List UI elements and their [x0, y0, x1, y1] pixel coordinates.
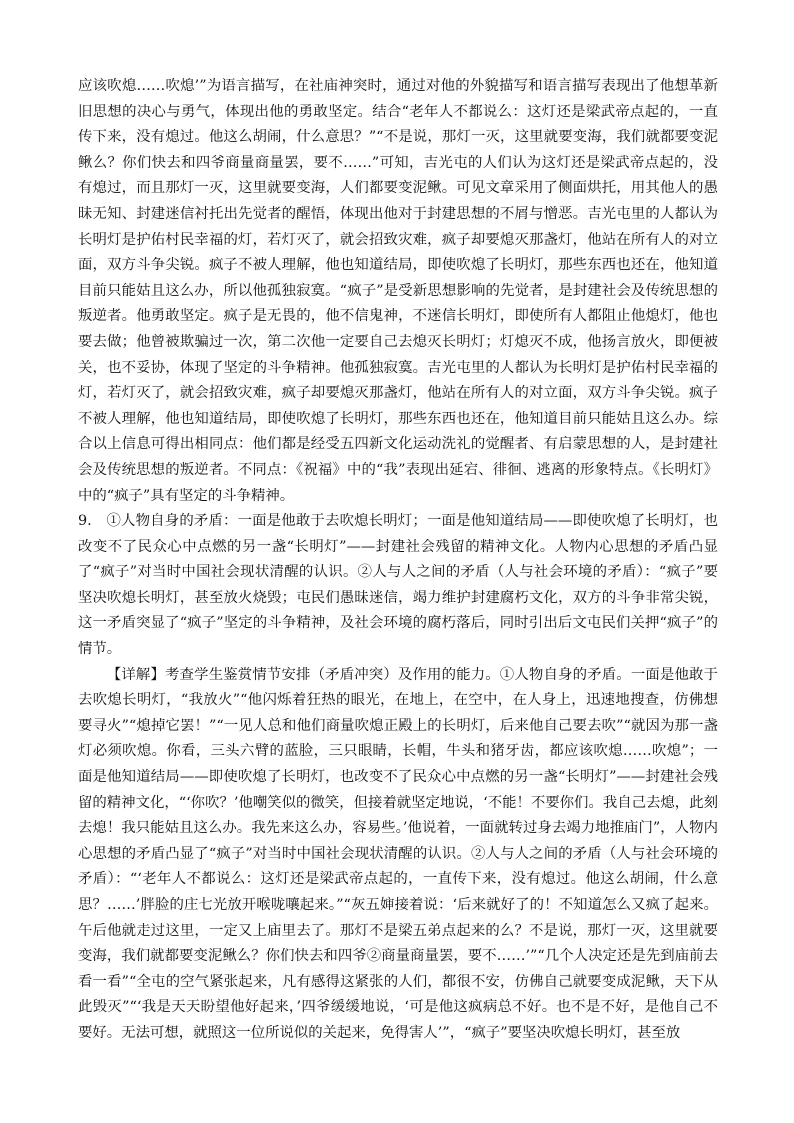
document-page	[78, 74, 718, 1047]
detail-analysis-paragraph: 【详解】考查学生鉴赏情节安排（矛盾冲突）及作用的能力。①人物自身的矛盾。一面是他敢于去吹熄长明灯，“我放火”“他闪烁着狂热的眼光，在地上，在空中，在人身上，迅速地搜查，仿佛想要寻火”“熄掉它罢！”“一见人总和他们商量吹熄正殿上的长明灯，后来他自己要去吹”“就因为那一盏灯必须吹熄。你看，三头六臂的蓝脸，三只眼睛，长帽，牛头和猪牙齿，都应该吹熄……吹熄”；一面是他知道结局——即使吹熄了长明灯，也改变不了民众心中点燃的另一盏“长明灯”——封建社会残留的精神文化，“‘你吹？’他嘲笑似的微笑，但接着就坚定地说，‘不能！不要你们。我自己去熄，此刻去熄！我只能姑且这么办。我先来这么办，容易些。’他说着，一面就转过身去竭力地推庙门”，人物内心思想的矛盾凸显了“疯子”对当时中国社会现状清醒的认识。②人与人之间的矛盾（人与社会环境的矛盾）：“‘老年人不都说么：这灯还是梁武帝点起的，一直传下来，没有熄过。他这么胡闹，什么意思？……’胖脸的庄七光放开喉咙嚷起来。”“灰五婶接着说：‘后来就好了的！不知道怎么又疯了起来。午后他就走过这里，一定又上庙里去了。那灯不是梁五弟点起来的么？不是说，那灯一灭，这里就要变海，我们就都要变泥鳅么？你们快去和四爷②商量商量罢，要不……’”“几个人决定还是先到庙前去看一看”“全屯的空气紧张起来，凡有感得这紧张的人们，都很不安，仿佛自己就要变成泥鳅，天下从此毁灭”“‘我是天天盼望他好起来，’四爷缓缓地说，‘可是他这疯病总不好。也不是不好，是他自己不要好。无法可想，就照这一位所说似的关起来，免得害人’”，“疯子”要坚决吹熄长明灯，甚至放	[78, 666, 718, 1041]
answer-9-paragraph: 9. ①人物自身的矛盾：一面是他敢于去吹熄长明灯；一面是他知道结局——即使吹熄了长明灯，也改变不了民众心中点燃的另一盏“长明灯”——封建社会残留的精神文化。人物内心思想的矛盾凸显了“疯子”对当时中国社会现状清醒的认识。②人与人之间的矛盾（人与社会环境的矛盾）：“疯子”要坚决吹熄长明灯，甚至放火烧毁；屯民们愚昧迷信，竭力维护封建腐朽文化，双方的斗争非常尖锐，这一矛盾突显了“疯子”坚定的斗争精神，及社会环境的腐朽落后，同时引出后文屯民们关押“疯子”的情节。	[78, 513, 718, 658]
answer-paragraph-continuation: 应该吹熄……吹熄’”为语言描写，在社庙神突时，通过对他的外貌描写和语言描写表现出了他想革新旧思想的决心与勇气，体现出他的勇敢坚定。结合“老年人不都说么：这灯还是梁武帝点起的，一直传下来，没有熄过。他这么胡闹，什么意思？”“不是说，那灯一灭，这里就要变海，我们就都要变泥鳅么？你们快去和四爷商量商量罢，要不……”可知，吉光屯的人们认为这灯还是梁武帝点起的，没有熄过，而且那灯一灭，这里就要变海，人们都要变泥鳅。可见文章采用了侧面烘托，用其他人的愚昧无知、封建迷信衬托出先觉者的醒悟，体现出他对于封建思想的不屑与憎恶。吉光屯里的人都认为长明灯是护佑村民幸福的灯，若灯灭了，就会招致灾难，疯子却要熄灭那盏灯，他站在所有人的对立面，双方斗争尖锐。疯子不被人理解，他也知道结局，即使吹熄了长明灯，那些东西也还在，他知道目前只能姑且这么办，所以他孤独寂寞。“疯子”是受新思想影响的先觉者，是封建社会及传统思想的叛逆者。他勇敢坚定。疯子是无畏的，他不信鬼神，不迷信长明灯，即使所有人都阻止他熄灯，他也要去做；他曾被欺骗过一次，第二次他一定要自己去熄灭长明灯；灯熄灭不成，他扬言放火，即便被关，也不妥协，体现了坚定的斗争精神。他孤独寂寞。吉光屯里的人都认为长明灯是护佑村民幸福的灯，若灯灭了，就会招致灾难，疯子却要熄灭那盏灯，他站在所有人的对立面，双方斗争尖锐。疯子不被人理解，他也知道结局，即使吹熄了长明灯，那些东西也还在，他知道目前只能姑且这么办。综合以上信息可得出相同点：他们都是经受五四新文化运动洗礼的觉醒者、有启蒙思想的人，是封建社会及传统思想的叛逆者。不同点：《祝福》中的“我”表现出延宕、徘徊、逃离的形象特点。《长明灯》中的“疯子”具有坚定的斗争精神。	[78, 78, 718, 504]
